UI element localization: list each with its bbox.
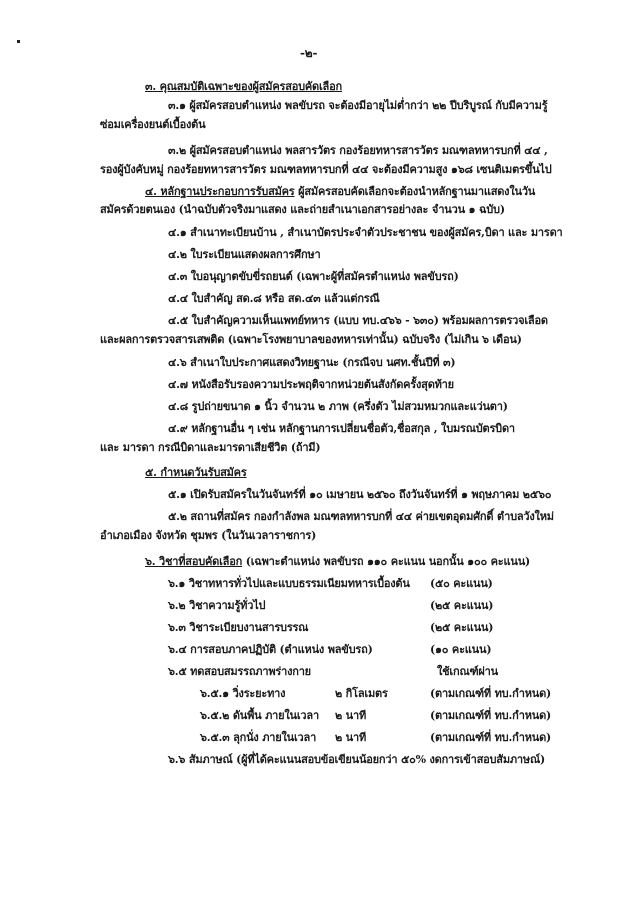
- fitness-label: ๖.๕.๑ วิ่งระยะทาง: [200, 687, 286, 700]
- section-5-1: ๕.๑ เปิดรับสมัครในวันจันทร์ที่ ๑๐ เมษายน ๒๕๖๐ ถึงวันจันทร์ที่ ๑ พฤษภาคม ๒๕๖๐: [168, 488, 552, 501]
- section-4-5-line1: ๔.๕ ใบสำคัญความเห็นแพทย์ทหาร (แบบ ทบ.๔๖๖ - ๖๓๐) พร้อมผลการตรวจเลือด: [168, 314, 548, 327]
- subject-label: ๖.๒ วิชาความรู้ทั่วไป: [168, 599, 266, 612]
- section-4-9-line2: และ มารดา กรณีบิดาและมารดาเสียชีวิต (ถ้ามี): [100, 441, 321, 454]
- section-3-2-line1: ๓.๒ ผู้สมัครสอบตำแหน่ง พลสารวัตร กองร้อยทหารสารวัตร มณฑลทหารบกที่ ๔๔ ,: [168, 144, 548, 157]
- section-3-heading: ๓. คุณสมบัติเฉพาะของผู้สมัครสอบคัดเลือก: [145, 80, 342, 93]
- section-5-2-line1: ๕.๒ สถานที่สมัคร กองกำลังพล มณฑลทหารบกที่ ๔๔ ค่ายเขตอุดมศักดิ์ ตำบลวังใหม่: [168, 510, 554, 523]
- section-6-intro: [145, 555, 530, 569]
- subject-score: ใช้เกณฑ์ผ่าน: [437, 665, 498, 678]
- section-4-4: ๔.๔ ใบสำคัญ สด.๘ หรือ สด.๔๓ แล้วแต่กรณี: [168, 292, 380, 305]
- fitness-amount: ๒ กิโลเมตร: [335, 687, 388, 700]
- section-6-heading: ๖. วิชาที่สอบคัดเลือก: [145, 555, 243, 568]
- section-3-1-line1: ๓.๑ ผู้สมัครสอบตำแหน่ง พลขับรถ จะต้องมีอายุไม่ต่ำกว่า ๒๒ ปีบริบูรณ์ กับมีความรู้: [168, 99, 548, 112]
- fitness-label: ๖.๕.๓ ลุกนั่ง ภายในเวลา: [200, 731, 317, 744]
- fitness-criteria: (ตามเกณฑ์ที่ ทบ.กำหนด): [430, 731, 552, 744]
- section-4-intro: [145, 185, 535, 199]
- section-5-2-line2: อำเภอเมือง จังหวัด ชุมพร (ในวันเวลาราชการ): [100, 529, 317, 542]
- subject-score: (๒๕ คะแนน): [430, 599, 494, 612]
- fitness-amount: ๒ นาที: [335, 709, 367, 722]
- section-4-8: ๔.๘ รูปถ่ายขนาด ๑ นิ้ว จำนวน ๒ ภาพ (ครึ่งตัว ไม่สวมหมวกและแว่นตา): [168, 400, 508, 413]
- subject-score: (๑๐ คะแนน): [430, 643, 492, 656]
- subject-label: ๖.๓ วิชาระเบียบงานสารบรรณ: [168, 621, 309, 634]
- section-6-6-interview: ๖.๖ สัมภาษณ์ (ผู้ที่ได้คะแนนสอบข้อเขียนน้อยกว่า ๕๐% งดการเข้าสอบสัมภาษณ์): [168, 753, 545, 766]
- section-3-2-line2: รองผู้บังคับหมู่ กองร้อยทหารสารวัตร มณฑลทหารบกที่ ๔๔ จะต้องมีความสูง ๑๖๘ เซนติเมตรขึ้นไป: [100, 163, 552, 176]
- subject-label: ๖.๑ วิชาทหารทั่วไปและแบบธรรมเนียมทหารเบื้องต้น: [168, 577, 410, 590]
- subject-score: (๕๐ คะแนน): [430, 577, 493, 590]
- section-4-5-line2: และผลการตรวจสารเสพติด (เฉพาะโรงพยาบาลของทหารเท่านั้น) ฉบับจริง (ไม่เกิน ๖ เดือน): [100, 333, 522, 346]
- section-4-2: ๔.๒ ใบระเบียนแสดงผลการศึกษา: [168, 248, 321, 261]
- page-number: -๒-: [300, 46, 318, 60]
- subject-label: ๖.๔ การสอบภาคปฏิบัติ (ตำแหน่ง พลขับรถ): [168, 643, 373, 656]
- fitness-label: ๖.๕.๒ ดันพื้น ภายในเวลา: [200, 709, 319, 722]
- section-4-heading: ๔. หลักฐานประกอบการรับสมัคร: [145, 185, 295, 198]
- section-4-1: ๔.๑ สำเนาทะเบียนบ้าน , สำเนาบัตรประจำตัวประชาชน ของผู้สมัคร,บิดา และ มารดา: [168, 226, 563, 239]
- subject-label: ๖.๕ ทดสอบสมรรถภาพร่างกาย: [168, 665, 311, 678]
- fitness-criteria: (ตามเกณฑ์ที่ ทบ.กำหนด): [430, 687, 552, 700]
- scan-dot: [17, 40, 20, 43]
- subject-score: (๒๕ คะแนน): [430, 621, 494, 634]
- section-4-intro-line2: สมัครด้วยตนเอง (นำฉบับตัวจริงมาแสดง และถ่ายสำเนาเอกสารอย่างละ จำนวน ๑ ฉบับ): [100, 203, 505, 216]
- fitness-criteria: (ตามเกณฑ์ที่ ทบ.กำหนด): [430, 709, 552, 722]
- section-3-1-line2: ซ่อมเครื่องยนต์เบื้องต้น: [100, 118, 206, 131]
- section-4-9-line1: ๔.๙ หลักฐานอื่น ๆ เช่น หลักฐานการเปลี่ยนชื่อตัว,ชื่อสกุล , ใบมรณบัตรบิดา: [168, 422, 515, 435]
- section-4-7: ๔.๗ หนังสือรับรองความประพฤติจากหน่วยต้นสังกัดครั้งสุดท้าย: [168, 378, 454, 391]
- section-4-intro-rest: ผู้สมัครสอบคัดเลือกจะต้องนำหลักฐานมาแสดงในวัน: [294, 185, 536, 198]
- section-6-heading-rest: (เฉพาะตำแหน่ง พลขับรถ ๑๑๐ คะแนน นอกนั้น ๑๐๐ คะแนน): [242, 555, 531, 568]
- fitness-amount: ๒ นาที: [335, 731, 367, 744]
- section-5-heading: ๕. กำหนดวันรับสมัคร: [145, 466, 247, 479]
- section-4-3: ๔.๓ ใบอนุญาตขับขี่รถยนต์ (เฉพาะผู้ที่สมัครตำแหน่ง พลขับรถ): [168, 270, 459, 283]
- section-4-6: ๔.๖ สำเนาใบประกาศแสดงวิทยฐานะ (กรณีจบ นศท.ชั้นปีที่ ๓): [168, 356, 456, 369]
